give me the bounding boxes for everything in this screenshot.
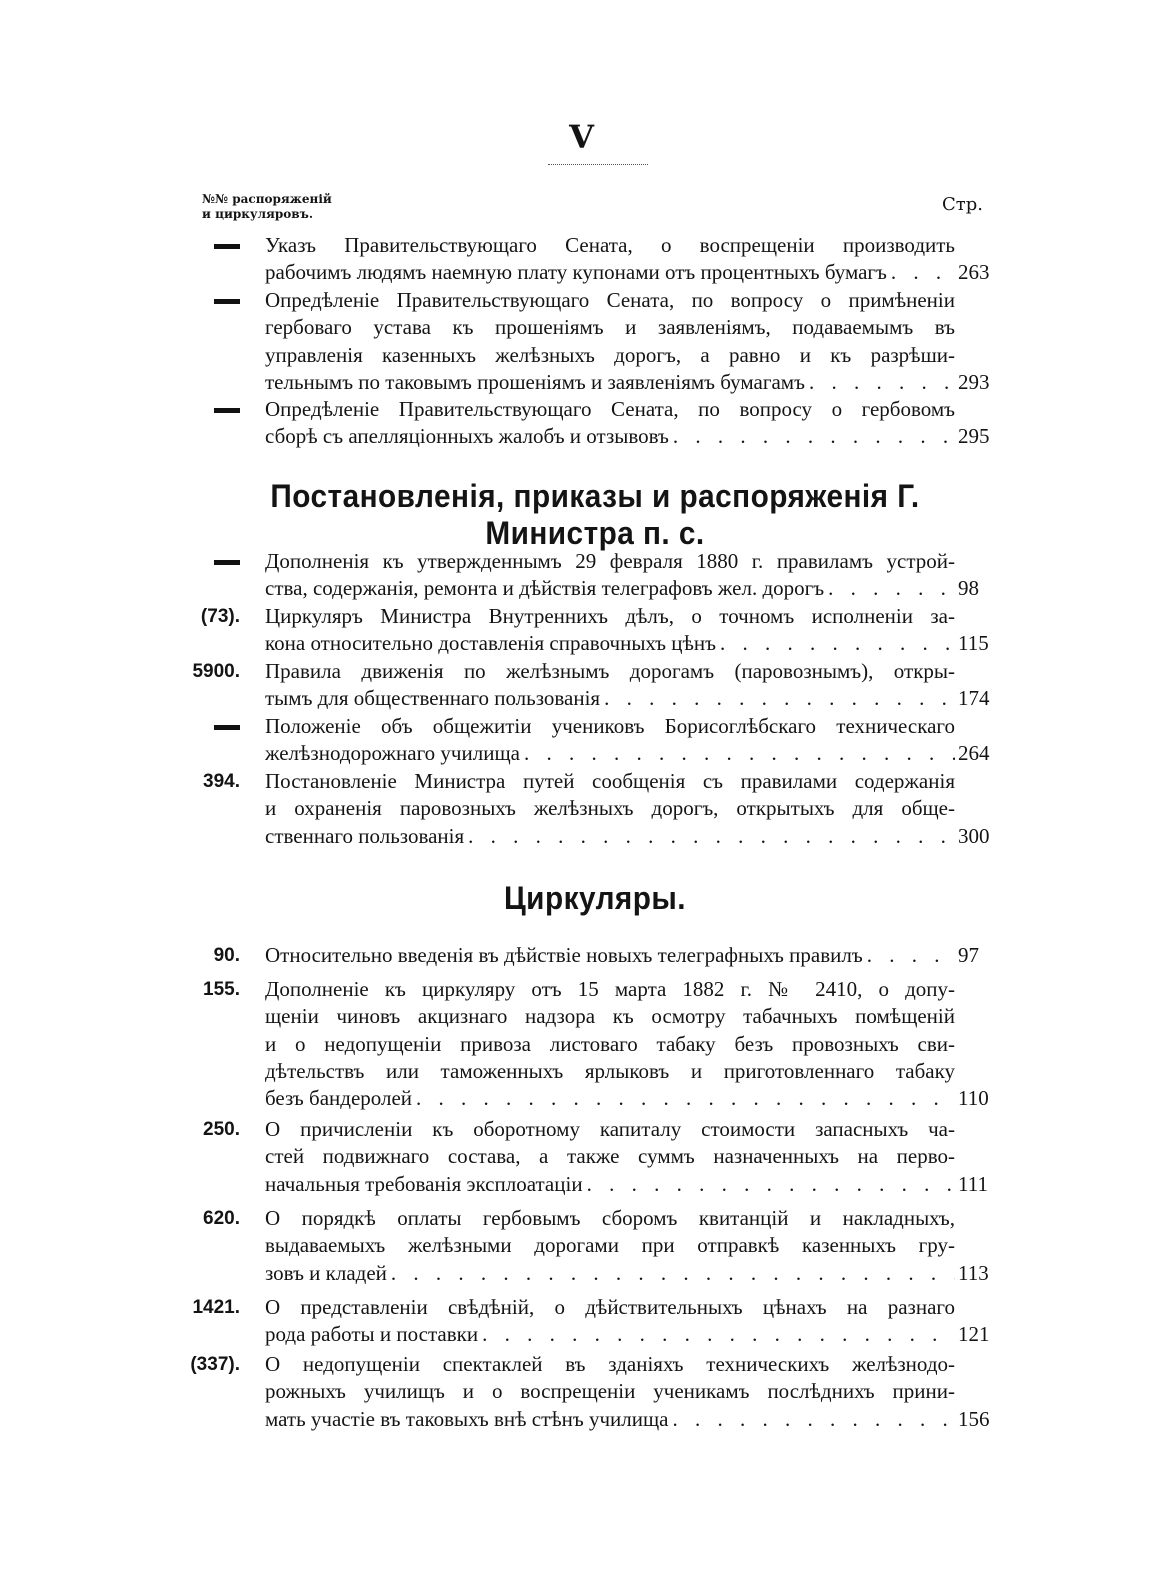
entry-page-number: 264 <box>958 741 990 766</box>
entry-text-line: Указъ Правительствующаго Сената, о воспрещеніи производить <box>265 233 955 257</box>
entry-number: 250. <box>203 1119 240 1140</box>
dot-leader <box>464 823 955 850</box>
entry-page-number: 293 <box>958 369 990 394</box>
entry-page-number: 115 <box>958 631 989 656</box>
entry-page-number: 110 <box>958 1086 989 1111</box>
entry-text: рода работы и поставки <box>265 1322 479 1347</box>
entry-text-line <box>265 630 955 657</box>
entry-dash <box>214 560 240 565</box>
entry-number: 394. <box>203 771 240 792</box>
dot-leader <box>863 942 955 969</box>
entry-text-line: Опредѣленіе Правительствующаго Сената, по вопросу о гербовомъ <box>265 397 955 421</box>
entry-text: ства, содержанія, ремонта и дѣйствія телеграфовъ жел. дорогъ <box>265 576 825 601</box>
entry-number: 5900. <box>192 661 240 682</box>
toc-entry <box>190 1294 1000 1347</box>
entry-text-line: О представленіи свѣдѣній, о дѣйствительныхъ цѣнахъ на разнаго <box>265 1295 955 1319</box>
toc-entry <box>190 942 1000 967</box>
entry-text-line: Дополненіе къ циркуляру отъ 15 марта 1882 г. № 2410, о допу- <box>265 977 955 1001</box>
entry-text-line: Постановленіе Министра путей сообщенія съ правилами содержанія <box>265 769 955 793</box>
entry-text-line: щеніи чиновъ акцизнаго надзора къ осмотру табачныхъ помѣщеній <box>265 1004 955 1029</box>
dot-leader <box>583 1171 955 1198</box>
entry-page-number: 263 <box>958 260 990 285</box>
entry-text-line <box>265 1171 955 1198</box>
entry-text-line: управленія казенныхъ желѣзныхъ дорогъ, а равно и къ разрѣши- <box>265 342 955 367</box>
entry-page-number: 156 <box>958 1406 990 1431</box>
dot-leader <box>387 1260 955 1287</box>
entry-text: кона относительно доставленія справочныхъ цѣнъ <box>265 631 716 656</box>
column-header-numbers: №№ распоряженій и циркуляровъ. <box>202 192 332 221</box>
entry-text: желѣзнодорожнаго училища <box>265 741 520 766</box>
entry-page-number: 98 <box>958 576 979 601</box>
entry-page-number: 111 <box>958 1171 988 1196</box>
entry-text: сборѣ съ апелляціонныхъ жалобъ и отзывовъ <box>265 424 669 449</box>
entry-text-line <box>265 942 955 969</box>
entry-page-number: 97 <box>958 943 979 967</box>
entry-text-line <box>265 823 955 850</box>
entry-text-line: Циркуляръ Министра Внутреннихъ дѣлъ, о точномъ исполненіи за- <box>265 604 955 628</box>
entry-text-line: О причисленіи къ оборотному капиталу стоимости запасныхъ ча- <box>265 1117 955 1141</box>
entry-page-number: 121 <box>958 1322 990 1347</box>
entry-text-line: О недопущеніи спектаклей въ зданіяхъ техническихъ желѣзнодо- <box>265 1352 955 1376</box>
toc-entry <box>190 976 1000 1111</box>
toc-entry <box>190 1351 1000 1431</box>
toc-entry <box>190 232 1000 285</box>
dot-leader <box>412 1085 955 1112</box>
section-title-orders: Постановленія, приказы и распоряженія Г. Министра п. с. <box>270 478 920 551</box>
entry-text: тельнымъ по таковымъ прошеніямъ и заявленіямъ бумагамъ <box>265 369 805 394</box>
entry-text-line <box>265 423 955 450</box>
entry-dash <box>214 244 240 249</box>
toc-entry <box>190 603 1000 656</box>
entry-number: 155. <box>203 979 240 1000</box>
entry-text-line: Правила движенія по желѣзнымъ дорогамъ (паровознымъ), откры- <box>265 659 955 683</box>
dot-leader <box>669 423 955 450</box>
entry-text-line: стей подвижнаго состава, а также суммъ назначенныхъ на перво- <box>265 1144 955 1169</box>
toc-entry <box>190 658 1000 711</box>
entry-number: (73). <box>200 606 240 627</box>
entry-dash <box>214 408 240 413</box>
entry-text: ственнаго пользованія <box>265 823 465 848</box>
entry-page-number: 295 <box>958 424 990 449</box>
dot-leader <box>600 685 955 712</box>
entry-page-number: 300 <box>958 823 990 848</box>
dot-leader <box>478 1321 955 1348</box>
toc-entry <box>190 713 1000 766</box>
entry-text-line: рожныхъ училищъ и о воспрещеніи ученикамъ послѣднихъ прини- <box>265 1379 955 1404</box>
dot-leader <box>669 1406 955 1433</box>
entry-text: зовъ и кладей <box>265 1260 387 1285</box>
entry-text: начальныя требованія эксплоатаціи <box>265 1171 583 1196</box>
toc-entry <box>190 768 1000 848</box>
entry-number: 620. <box>203 1208 240 1229</box>
entry-text-line <box>265 259 955 286</box>
toc-entry <box>190 1116 1000 1196</box>
entry-text-line: дѣтельствъ или таможенныхъ ярлыковъ и приготовленнаго табаку <box>265 1058 955 1083</box>
entry-page-number: 174 <box>958 686 990 711</box>
entry-text-line: О порядкѣ оплаты гербовымъ сборомъ квитанцій и накладныхъ, <box>265 1206 955 1230</box>
dot-leader <box>887 259 955 286</box>
column-header-page: Стр. <box>942 194 983 215</box>
entry-text-line: и о недопущеніи привоза листоваго табаку безъ провозныхъ сви- <box>265 1031 955 1056</box>
page-number: V <box>569 118 594 156</box>
entry-dash <box>214 299 240 304</box>
toc-entry <box>190 548 1000 601</box>
entry-text-line: Опредѣленіе Правительствующаго Сената, по вопросу о примѣненіи <box>265 288 955 312</box>
entry-dash <box>214 725 240 730</box>
entry-text-line <box>265 1321 955 1348</box>
entry-text-line <box>265 369 955 396</box>
dot-leader <box>805 369 955 396</box>
entry-text: рабочимъ людямъ наемную плату купонами отъ процентныхъ бумагъ <box>265 260 887 285</box>
entry-number: 1421. <box>192 1297 240 1318</box>
toc-entry <box>190 1205 1000 1285</box>
entry-text: тымъ для общественнаго пользованія <box>265 686 601 711</box>
entry-number: 90. <box>213 945 240 966</box>
entry-page-number: 113 <box>958 1260 989 1285</box>
toc-entry <box>190 287 1000 394</box>
entry-text-line: Положеніе объ общежитіи учениковъ Борисоглѣбскаго техническаго <box>265 714 955 738</box>
dot-leader <box>824 575 955 602</box>
entry-text-line: выдаваемыхъ желѣзными дорогами при отправкѣ казенныхъ гру- <box>265 1233 955 1258</box>
entry-text-line <box>265 575 955 602</box>
header-dotted-rule <box>548 164 648 165</box>
entry-text-line <box>265 1260 955 1287</box>
dot-leader <box>520 740 955 767</box>
entry-text-line: Дополненія къ утвержденнымъ 29 февраля 1880 г. правиламъ устрой- <box>265 549 955 573</box>
entry-text-line <box>265 1085 955 1112</box>
entry-text-line <box>265 1406 955 1433</box>
section-title-circulars: Циркуляры. <box>503 880 687 916</box>
toc-entry <box>190 396 1000 449</box>
entry-text-line <box>265 685 955 712</box>
entry-text: безъ бандеролей <box>265 1086 413 1111</box>
entry-text-line: и охраненія паровозныхъ желѣзныхъ дорогъ, открытыхъ для обще- <box>265 796 955 821</box>
entry-text-line: гербоваго устава къ прошеніямъ и заявленіямъ, подаваемымъ въ <box>265 315 955 340</box>
entry-text: мать участіе въ таковыхъ внѣ стѣнъ училища <box>265 1406 669 1431</box>
entry-text: Относительно введенія въ дѣйствіе новыхъ телеграфныхъ правилъ <box>265 943 863 967</box>
dot-leader <box>716 630 955 657</box>
entry-text-line <box>265 740 955 767</box>
entry-number: (337). <box>190 1354 240 1375</box>
